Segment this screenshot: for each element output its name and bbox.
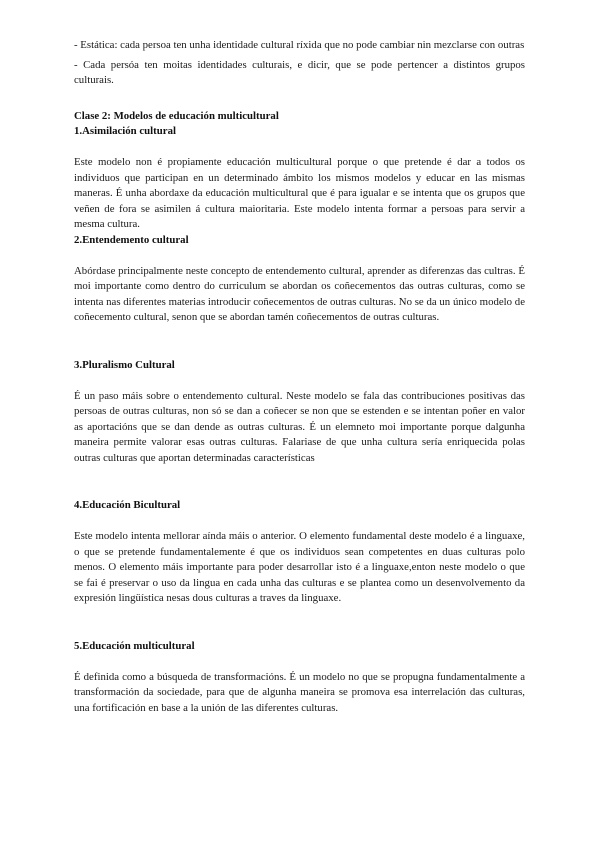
section-body-3: É un paso máis sobre o entendemento cultural. Neste modelo se fala das contribuciones positivas das persoas de outras culturas, non só se dan a coñecer se non que se estenden e se intentan poñer en valor as aportacións que se dan dende as outras culturas. É un elemneto moi importante porque dalgunha maneira permite valorar esas outras culturas. Falariase de que unha cultura sería enriquecida polas outras culturas que aportan determinadas características bbox=[74, 389, 525, 464]
document-page bbox=[74, 38, 525, 716]
section-heading-1: 1.Asimilación cultural bbox=[74, 125, 176, 138]
class-title: Clase 2: Modelos de educación multicultural bbox=[74, 109, 279, 122]
section-heading-2: 2.Entendemento cultural bbox=[74, 233, 189, 246]
section-body-1: Este modelo non é propiamente educación multicultural porque o que pretende é dar a todos os individuos que participan en un determinado ámbito los mismos modelos y educar en las mismas maneras. É unha abordaxe da educación multicultural que é para igualar e se intenta que os grupos que veñen de fora se asimilen á cultura maioritaria. Este modelo intenta formar a persoas para servir a mesma cultura. bbox=[74, 155, 525, 231]
section-body-5: É definida como a búsqueda de transformacións. É un modelo no que se propugna fundamentalmente a transformación da sociedade, para que de algunha maneira se promova esa interrelación das culturas, una fortificación en base a la unión de las diferentes culturas. bbox=[74, 670, 525, 714]
bullet-static: - Estática: cada persoa ten unha identidade cultural ríxida que no pode cambiar nin mezclarse con outras bbox=[74, 39, 525, 51]
bullet-multiple: - Cada persóa ten moitas identidades culturais, e dicir, que se pode pertencer a distintos grupos culturais. bbox=[74, 58, 525, 87]
section-heading-5: 5.Educación multicultural bbox=[74, 640, 195, 653]
section-body-2: Abórdase principalmente neste concepto de entendemento cultural, aprender as diferenzas das cultras. É moi importante como dentro do curriculum se abordan os coñecementos das outras culturas, como se intenta nas diferentes materias introducir coñecementos de outras culturas. No se da un único modelo de coñecemento cultural, senon que se abordan tamén coñecementos de outras culturas. bbox=[74, 264, 525, 324]
section-heading-4: 4.Educación Bicultural bbox=[74, 499, 181, 512]
section-heading-3: 3.Pluralismo Cultural bbox=[74, 358, 175, 371]
section-body-4: Este modelo intenta mellorar aínda máis o anterior. O elemento fundamental deste modelo é a linguaxe, o que se pretende fundamentalemente é que os individuos sean competentes en duas culturas polo menos. O elemento máis importante para poder desarrollar isto é a linguaxe,enton neste modelo o que se fai é preservar o uso da lingua en cada unha das culturas e se plantea como un desenvolvemento da expresión lingüística nesas dous culturas a traves da linguaxe. bbox=[74, 530, 525, 605]
